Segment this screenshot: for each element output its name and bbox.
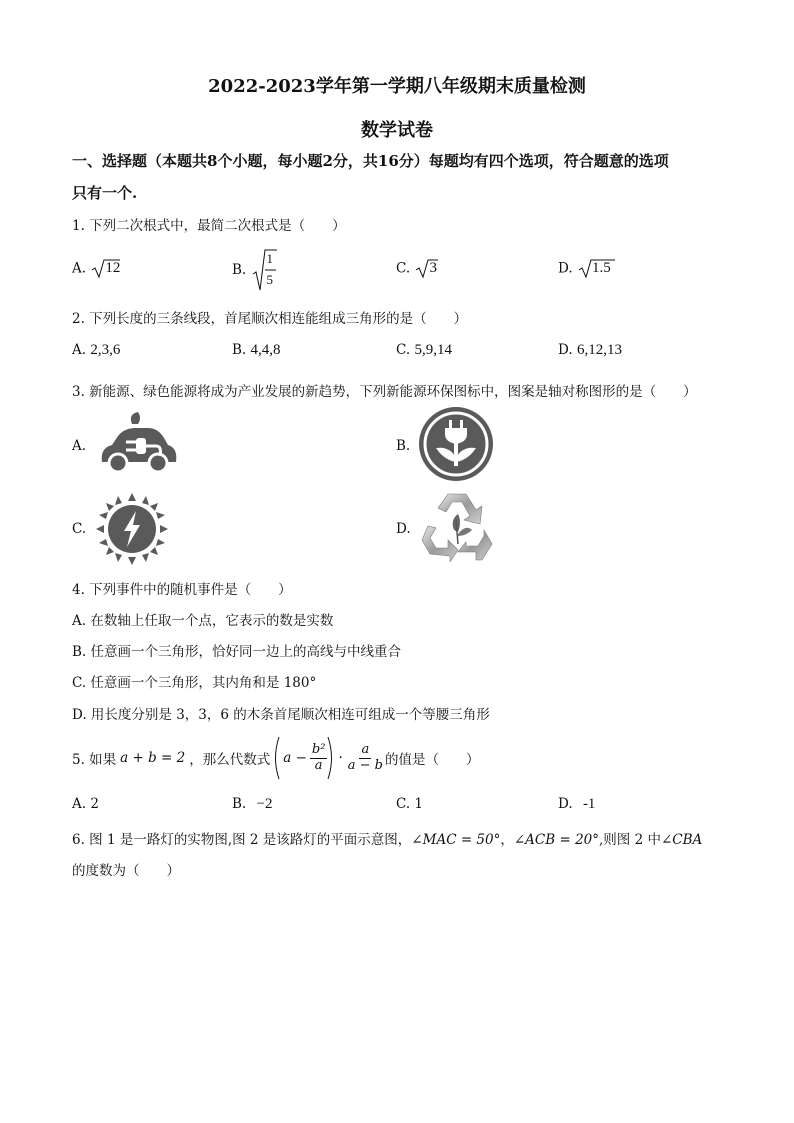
q3-b-label: B. <box>396 438 411 454</box>
q1-option-b <box>232 248 277 292</box>
plug-plant-icon <box>418 406 494 486</box>
q4-option-a: A. 在数轴上任取一个点，它表示的数是实数 <box>72 613 334 629</box>
q1-c-label: C. <box>396 260 411 277</box>
recycle-icon <box>418 490 496 566</box>
q6-angle-cba: ∠CBA <box>660 832 703 848</box>
q2-option-b: B. 4,4,8 <box>232 342 281 358</box>
q5-stem: 5. 如果 a + b = 2 ，那么代数式 a − $\frac{\text{b²}}{a}$ · $\frac{a}{a - b}$ 的值是（ ） <box>72 736 479 780</box>
q3-stem: 3. 新能源、绿色能源将成为产业发展的新趋势，下列新能源环保图标中，图案是轴对称图形的是（ ） <box>72 384 697 400</box>
q5-option-a: A. 2 <box>72 796 99 812</box>
left-paren-icon <box>272 736 280 780</box>
q4-option-c: C. 任意画一个三角形，其内角和是 180° <box>72 675 317 691</box>
q6-angle-acb: ∠ACB = 20° <box>513 832 599 848</box>
q4-stem: 4. 下列事件中的随机事件是（ ） <box>72 582 292 598</box>
electric-car-icon <box>96 412 180 478</box>
q1-c-sqrt: 3 <box>414 258 438 280</box>
q3-c-label: C. <box>72 521 87 537</box>
q2-option-a: A. 2,3,6 <box>72 342 121 358</box>
q6-stem-line2: 的度数为（ ） <box>72 863 180 879</box>
q5-option-c: C. 1 <box>396 796 424 812</box>
q1-option-d <box>558 258 615 280</box>
solar-sun-icon <box>96 493 168 569</box>
q6-stem-line1: 6. 图 1 是一路灯的实物图,图 2 是该路灯的平面示意图，∠MAC = 50°，∠ACB = 20°,则图 2 中∠CBA <box>72 832 703 848</box>
section-heading-line1: 一、选择题（本题共8个小题，每小题2分，共16分）每题均有四个选项，符合题意的选项 <box>72 152 669 170</box>
q6-angle-mac: ∠MAC = 50° <box>411 832 501 848</box>
q4-option-d: D. 用长度分别是 3，3，6 的木条首尾顺次相连可组成一个等腰三角形 <box>72 707 490 723</box>
q1-a-sqrt: 12 <box>90 258 120 280</box>
exam-title: 2022-2023学年第一学期八年级期末质量检测 <box>208 76 586 97</box>
q5-expression: a − $\frac{\text{b²}}{a}$ · $\frac{a}{a - b}$ <box>272 736 385 780</box>
q1-option-a <box>72 258 120 280</box>
q1-a-label: A. <box>72 260 87 277</box>
q5-condition: a + b = 2 <box>120 750 186 766</box>
q1-option-c <box>396 258 438 280</box>
q2-stem: 2. 下列长度的三条线段，首尾顺次相连能组成三角形的是（ ） <box>72 311 468 327</box>
q1-d-sqrt: 1.5 <box>577 258 615 280</box>
q1-stem: 1. 下列二次根式中，最简二次根式是（ ） <box>72 218 346 234</box>
q2-option-c: C. 5,9,14 <box>396 342 452 358</box>
q1-b-label: B. <box>232 262 247 278</box>
q2-option-d: D. 6,12,13 <box>558 342 622 358</box>
q5-option-b: B. −2 <box>232 796 273 812</box>
right-paren-icon <box>327 736 335 780</box>
q3-a-label: A. <box>72 438 87 454</box>
q5-option-d: D. -1 <box>558 796 596 812</box>
q5-fraction-2: $\frac{a}{a - b}$ <box>347 742 383 773</box>
exam-subtitle: 数学试卷 <box>361 120 433 141</box>
q1-d-label: D. <box>558 260 573 277</box>
q4-option-b: B. 任意画一个三角形，恰好同一边上的高线与中线重合 <box>72 644 402 660</box>
q1-b-sqrt: 1 5 <box>251 248 277 292</box>
q5-fraction-1: $\frac{\text{b²}}{a}$ <box>311 742 326 773</box>
section-heading-line2: 只有一个. <box>72 184 138 202</box>
q3-d-label: D. <box>396 521 411 537</box>
